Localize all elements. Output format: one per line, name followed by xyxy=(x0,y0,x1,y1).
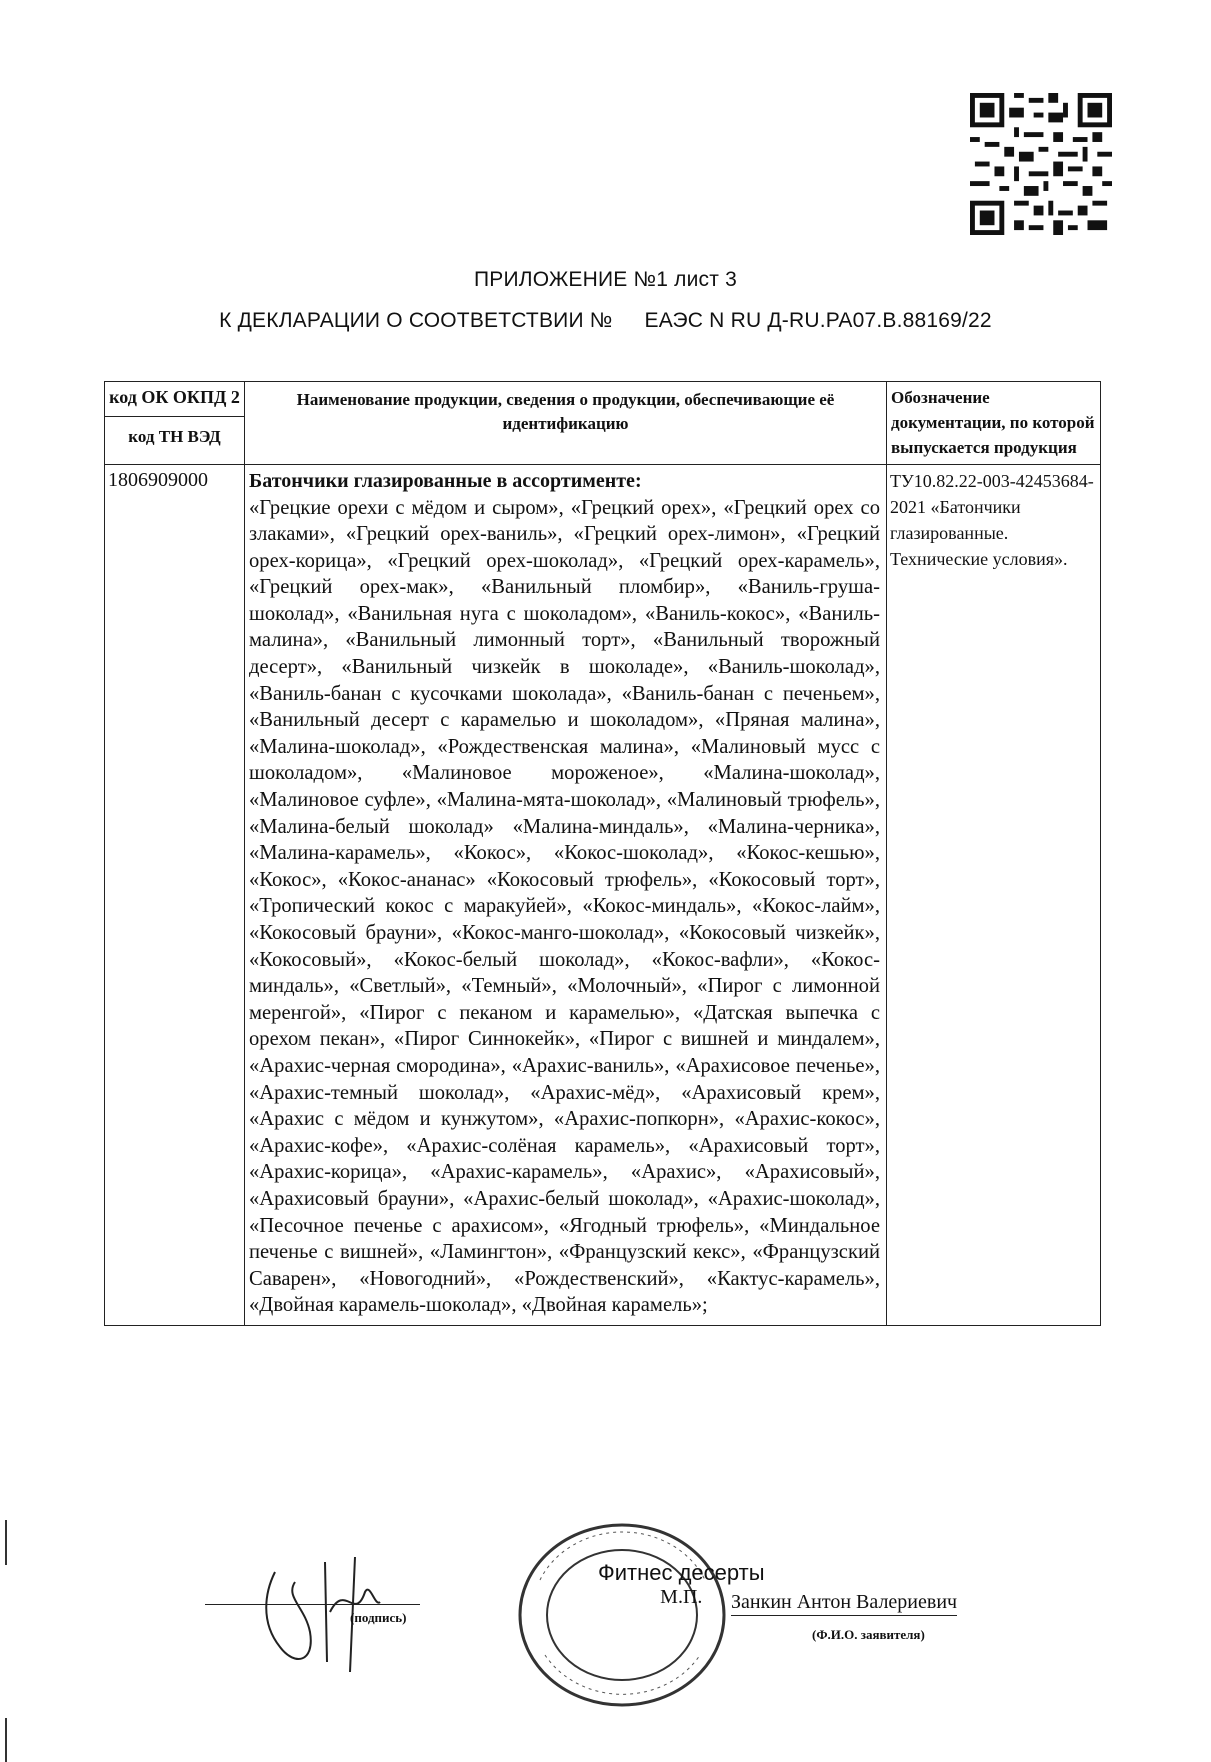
code-header-cell xyxy=(105,382,245,465)
declaration-number: ЕАЭС N RU Д-RU.PA07.B.88169/22 xyxy=(644,309,992,332)
product-name-header: Наименование продукции, сведения о продукции, обеспечивающие её идентификацию xyxy=(296,390,835,433)
product-cell xyxy=(245,465,887,1326)
product-title: Батончики глазированные в ассортименте: xyxy=(249,470,642,492)
declaration-prefix: К ДЕКЛАРАЦИИ О СООТВЕТСТВИИ № xyxy=(219,309,613,332)
seal-company: Фитнес десерты xyxy=(598,1560,765,1585)
name-header-cell xyxy=(245,382,887,465)
product-list: «Грецкие орехи с мёдом и сыром», «Грецкий орех», «Грецкий орех со злаками», «Грецкий орех-ваниль», «Грецкий орех-лимон», «Грецкий орех-корица», «Грецкий орех-шоколад», «Грецкий орех-карамель», «Грецкий орех-мак», «Ванильный пломбир», «Ваниль-груша-шоколад», «Ванильная нуга с шоколадом», «Ваниль-кокос», «Ваниль-малина», «Ванильный лимонный торт», «Ванильный творожный десерт», «Ванильный чизкейк в шоколаде», «Ваниль-шоколад», «Ваниль-банан с кусочками шоколада», «Ваниль-банан с печеньем», «Ванильный десерт с карамелью и шоколадом», «Пряная малина», «Малина-шоколад», «Рождественская малина», «Малиновый мусс с шоколадом», «Малиновое мороженое», «Малина-шоколад», «Малиновое суфле», «Малина-мята-шоколад», «Малиновый трюфель», «Малина-белый шоколад» «Малина-миндаль», «Малина-черника», «Малина-карамель», «Кокос», «Кокос-шоколад», «Кокос-кешью», «Кокос», «Кокос-ананас» «Кокосовый трюфель», «Кокосовый торт», «Тропический кокос с маракуйей», «Кокос-миндаль», «Кокос-лайм», «Кокосовый брауни», «Кокос-манго-шоколад», «Кокосовый чизкейк», «Кокосовый», «Кокос-белый шоколад», «Кокос-вафли», «Кокос-миндаль», «Светлый», «Темный», «Молочный», «Пирог с лимонной меренгой», «Пирог с пеканом и карамелью», «Датская выпечка с орехом пекан», «Пирог Синнокейк», «Пирог с вишней и миндалем», «Арахис-черная смородина», «Арахис-ваниль», «Арахисовое печенье», «Арахис-темный шоколад», «Арахис-мёд», «Арахисовый крем», «Арахис с мёдом и кунжутом», «Арахис-попкорн», «Арахис-кокос», «Арахис-кофе», «Арахис-солёная карамель», «Арахисовый торт», «Арахис-корица», «Арахис-карамель», «Арахис», «Арахисовый», «Арахисовый брауни», «Арахис-белый шоколад», «Арахис-шоколад», «Песочное печенье с арахисом», «Ягодный трюфель», «Миндальное печенье с вишней», «Ламингтон», «Французский кекс», «Французский Саварен», «Новогодний», «Рождественский», «Кактус-карамель», «Двойная карамель-шоколад», «Двойная карамель»; xyxy=(249,496,880,1317)
scan-edge-mark-top xyxy=(5,1520,7,1565)
doc-header-cell xyxy=(887,382,1101,465)
table-row xyxy=(105,465,1101,1326)
tnved-header: код ТН ВЭД xyxy=(105,416,244,457)
documentation-header: Обозначение документации, по которой выпускается продукция xyxy=(891,388,1095,457)
signer-name: Занкин Антон Валериевич xyxy=(731,1591,957,1616)
signature-line xyxy=(205,1604,420,1605)
handwritten-signature xyxy=(255,1552,435,1682)
qr-code-icon xyxy=(970,93,1112,235)
product-code: 1806909000 xyxy=(105,465,245,1326)
signature-label: (подпись) xyxy=(350,1610,407,1625)
products-table xyxy=(104,381,1101,1326)
declaration-heading xyxy=(0,309,1211,333)
seal-mp: М.П. xyxy=(660,1586,703,1608)
scan-edge-mark-bottom xyxy=(5,1718,7,1762)
documentation-cell: ТУ10.82.22-003-42453684-2021 «Батончики глазированные. Технические условия». xyxy=(887,465,1101,1326)
appendix-heading: ПРИЛОЖЕНИЕ №1 лист 3 xyxy=(473,268,737,291)
table-header-row xyxy=(105,382,1101,465)
okpd-header: код ОК ОКПД 2 xyxy=(109,387,240,407)
signer-label: (Ф.И.О. заявителя) xyxy=(812,1627,925,1642)
company-seal xyxy=(515,1520,730,1710)
